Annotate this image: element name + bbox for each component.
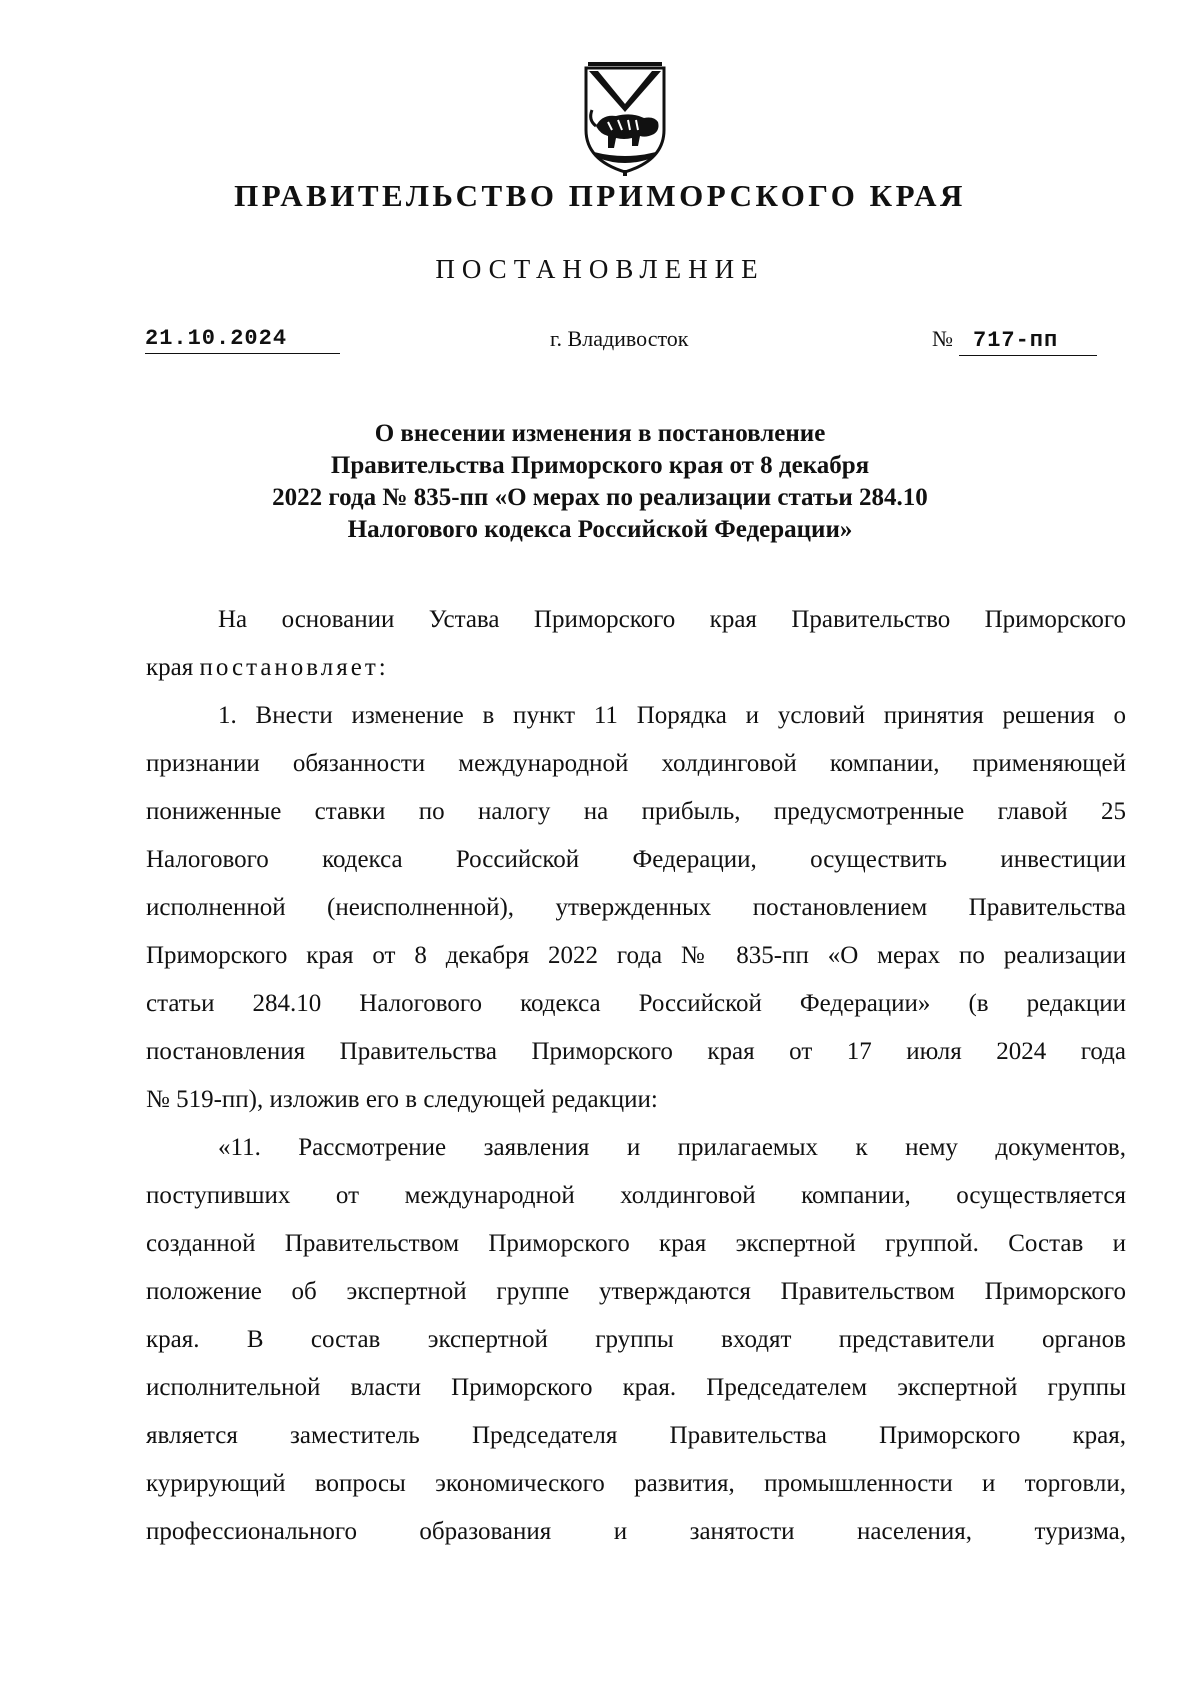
body-line: Приморского края от 8 декабря 2022 года № 835-пп «О мерах по реализации <box>146 942 1126 969</box>
document-number <box>932 326 1097 356</box>
body-line: исполненной (неисполненной), утвержденных постановлением Правительства <box>146 894 1126 921</box>
organization-title: ПРАВИТЕЛЬСТВО ПРИМОРСКОГО КРАЯ <box>234 178 966 213</box>
subject-line: О внесении изменения в постановление <box>374 420 826 447</box>
body-line: положение об экспертной группе утверждаются Правительством Приморского <box>146 1278 1126 1305</box>
body-line <box>146 644 1126 692</box>
number-sign: № <box>932 326 953 351</box>
subject-line: Правительства Приморского края от 8 декабря <box>330 452 870 479</box>
subject-line: 2022 года № 835-пп «О мерах по реализации статьи 284.10 <box>272 484 928 511</box>
body-line: № 519-пп), изложив его в следующей редакции: <box>146 1086 658 1113</box>
body-line: поступивших от международной холдинговой компании, осуществляется <box>146 1182 1126 1209</box>
coat-of-arms-icon <box>580 60 670 176</box>
number-value: 717-пп <box>959 328 1097 356</box>
body-line: признании обязанности международной холдинговой компании, применяющей <box>146 750 1126 777</box>
document-body <box>146 596 1126 1556</box>
document-subject <box>0 418 1200 546</box>
body-line: курирующий вопросы экономического развития, промышленности и торговли, <box>146 1470 1126 1497</box>
document-date: 21.10.2024 <box>145 326 340 354</box>
body-word: края <box>146 654 194 681</box>
body-line: является заместитель Председателя Правительства Приморского края, <box>146 1422 1126 1449</box>
subject-line: Налогового кодекса Российской Федерации» <box>347 516 853 543</box>
body-line: «11. Рассмотрение заявления и прилагаемых к нему документов, <box>218 1134 1126 1161</box>
body-line: Налогового кодекса Российской Федерации, осуществить инвестиции <box>146 846 1126 873</box>
body-line: исполнительной власти Приморского края. Председателем экспертной группы <box>146 1374 1126 1401</box>
document-city: г. Владивосток <box>550 326 689 351</box>
body-line: На основании Устава Приморского края Правительство Приморского <box>218 606 1126 633</box>
body-line: пониженные ставки по налогу на прибыль, предусмотренные главой 25 <box>146 798 1126 825</box>
document-type: ПОСТАНОВЛЕНИЕ <box>435 254 765 284</box>
body-line: профессионального образования и занятости населения, туризма, <box>146 1518 1126 1545</box>
body-line: статьи 284.10 Налогового кодекса Российской Федерации» (в редакции <box>146 990 1126 1017</box>
body-line: постановления Правительства Приморского края от 17 июля 2024 года <box>146 1038 1126 1065</box>
body-line: края. В состав экспертной группы входят представители органов <box>146 1326 1126 1353</box>
body-line: созданной Правительством Приморского края экспертной группой. Состав и <box>146 1230 1126 1257</box>
body-line: 1. Внести изменение в пункт 11 Порядка и условий принятия решения о <box>218 702 1126 729</box>
body-word-spaced: постановляет: <box>199 654 389 681</box>
